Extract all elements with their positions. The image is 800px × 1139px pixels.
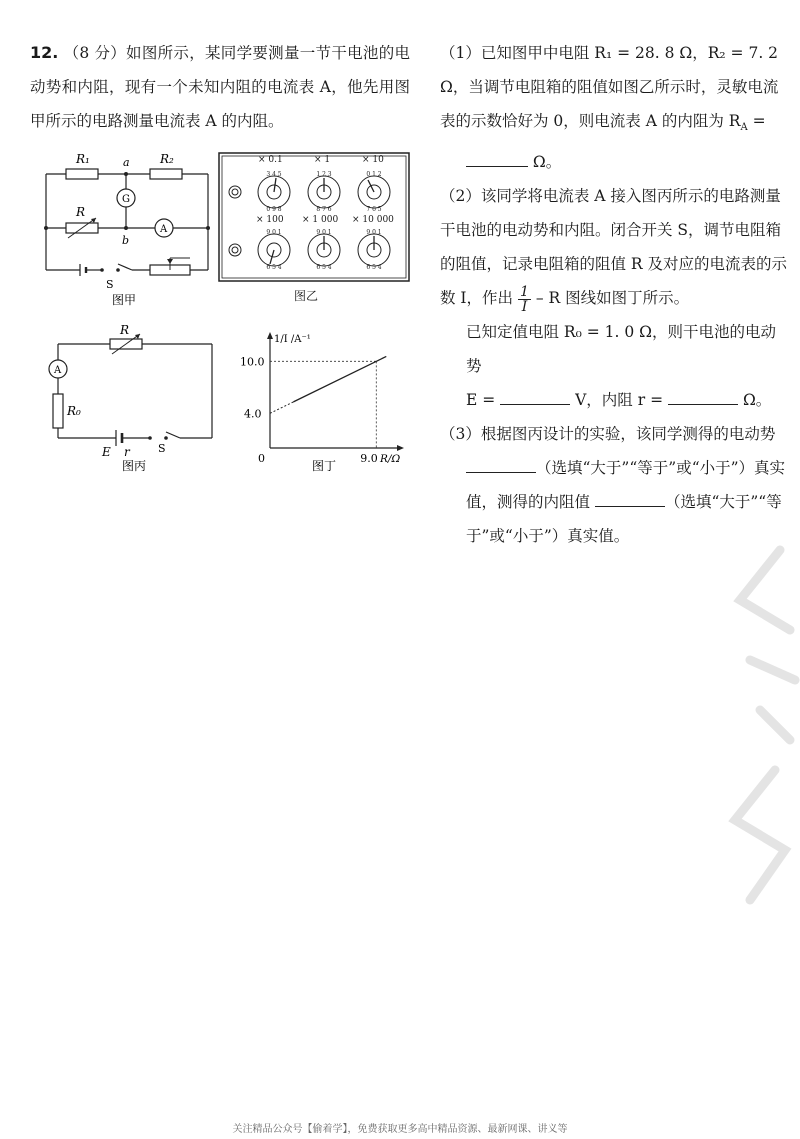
left-column [30, 36, 410, 473]
answer-blank-r-compare[interactable] [595, 490, 665, 507]
fraction-1-over-i [518, 285, 531, 314]
x-axis-label: R/Ω [380, 453, 401, 465]
svg-text:3 4 5: 3 4 5 [266, 171, 282, 178]
label-s: S [106, 278, 114, 291]
series-line [293, 356, 386, 401]
multiplier-0: × 0.1 [258, 155, 283, 165]
bing-label-e: E [102, 445, 111, 459]
svg-text:7 6 5: 7 6 5 [366, 206, 382, 213]
part2 [440, 179, 790, 315]
figure-yi [218, 152, 410, 303]
part2-answer-line [440, 383, 790, 417]
bing-label-s: S [158, 442, 166, 455]
multiplier-2: × 10 [362, 155, 384, 165]
label-r: R [76, 205, 86, 219]
part3-text-c: （选填“大于”“等于”或“小于”）真实值。 [466, 493, 782, 546]
label-g: G [122, 194, 130, 205]
answer-blank-e-compare[interactable] [466, 456, 536, 473]
svg-text:9 0 1: 9 0 1 [366, 229, 382, 236]
part3-text-b: （选填“大于”“等于”或“小于”）真实值，测得的内阻值 [466, 459, 786, 512]
svg-text:8 7 6: 8 7 6 [316, 206, 332, 213]
svg-text:1 2 3: 1 2 3 [316, 171, 332, 178]
svg-text:6 5 4: 6 5 4 [366, 264, 382, 271]
question-number: 12. [30, 43, 59, 62]
series-line-extrapolated [270, 402, 293, 413]
e-unit: V，内阻 r = [575, 391, 664, 410]
part1 [440, 36, 790, 145]
e-prefix: E = [466, 391, 496, 410]
part2-text-c: 已知定值电阻 R₀ = 1. 0 Ω，则干电池的电动势 [466, 323, 777, 376]
figure-ding-chart [230, 324, 410, 474]
footer-note: 关注精品公众号【偷着学】，免费获取更多高中精品资源、最新网课、讲义等 [232, 1124, 568, 1135]
part2-text-b: – R 图线如图丁所示。 [530, 289, 690, 308]
part3-line2 [440, 451, 790, 553]
svg-text:6 5 4: 6 5 4 [316, 264, 332, 271]
bing-label-r: R [120, 324, 130, 337]
multiplier-3: × 100 [256, 215, 284, 225]
watermark-decoration [720, 540, 800, 920]
part2-text-a: 该同学将电流表 A 接入图丙所示的电路测量干电池的电动势和内阻。闭合开关 S，调节电阻箱的阻值，记录电阻箱的阻值 R 及对应的电流表的示数 I，作出 [440, 187, 788, 308]
r-unit: Ω。 [742, 391, 772, 410]
answer-blank-r[interactable] [668, 388, 738, 405]
svg-text:9 0 1: 9 0 1 [266, 229, 282, 236]
y-axis-label: 1/I /A⁻¹ [274, 334, 311, 345]
label-r2: R₂ [160, 152, 174, 166]
part1-text: 已知图甲中电阻 R₁ = 28. 8 Ω，R₂ = 7. 2 Ω，当调节电阻箱的阻值如图乙所示时，灵敏电流表的示数恰好为 0，则电流表 A 的内阻为 R [440, 44, 779, 130]
label-a: a [123, 156, 130, 169]
x-axis-arrow [397, 445, 404, 451]
question-intro-text: （8 分）如图所示，某同学要测量一节干电池的电动势和内阻，现有一个未知内阻的电流表 A，他先用图甲所示的电路测量电流表 A 的内阻。 [30, 44, 410, 130]
y-tick-label: 4.0 [244, 407, 262, 421]
question-intro [30, 36, 410, 138]
part2-given [440, 315, 790, 383]
svg-text:6 5 4: 6 5 4 [266, 264, 282, 271]
part1-answer-line [440, 145, 790, 179]
part1-label: （1） [440, 44, 481, 62]
caption-bing: 图丙 [122, 459, 147, 473]
svg-text:9 0 1: 9 0 1 [316, 229, 332, 236]
x-tick-label: 9.0 [360, 452, 378, 465]
part3-label: （3） [440, 425, 481, 444]
caption-jia: 图甲 [112, 293, 137, 306]
bing-label-r-int: r [124, 445, 130, 459]
label-a-meter: A [160, 224, 168, 235]
bing-label-a: A [54, 365, 62, 376]
label-b: b [122, 234, 130, 247]
part3-text-a: 根据图丙设计的实验，该同学测得的电动势 [480, 425, 776, 444]
part1-unit: Ω。 [528, 153, 562, 172]
multiplier-1: × 1 [314, 155, 331, 165]
answer-blank-ra[interactable] [466, 150, 528, 167]
svg-text:0 9 8: 0 9 8 [266, 206, 282, 213]
bing-label-r0: R₀ [67, 404, 81, 418]
multiplier-4: × 1 000 [302, 215, 339, 225]
part1-sub: A [740, 122, 748, 134]
fraction-numerator: 1 [520, 283, 529, 300]
part1-eq: = [747, 112, 766, 130]
figure-bing [30, 324, 230, 474]
multiplier-5: × 10 000 [352, 215, 394, 225]
part2-label: （2） [440, 187, 481, 206]
label-r1: R₁ [76, 152, 90, 166]
fraction-denominator: I [521, 298, 528, 315]
answer-blank-e[interactable] [500, 388, 570, 405]
caption-yi: 图乙 [294, 289, 319, 303]
figure-jia [40, 146, 220, 306]
caption-ding: 图丁 [312, 459, 337, 473]
right-column [440, 36, 790, 553]
svg-text:0 1 2: 0 1 2 [366, 171, 382, 178]
y-axis-arrow [267, 332, 273, 339]
part3 [440, 417, 790, 451]
y-tick-label: 10.0 [240, 355, 265, 369]
origin-label: 0 [258, 452, 265, 465]
